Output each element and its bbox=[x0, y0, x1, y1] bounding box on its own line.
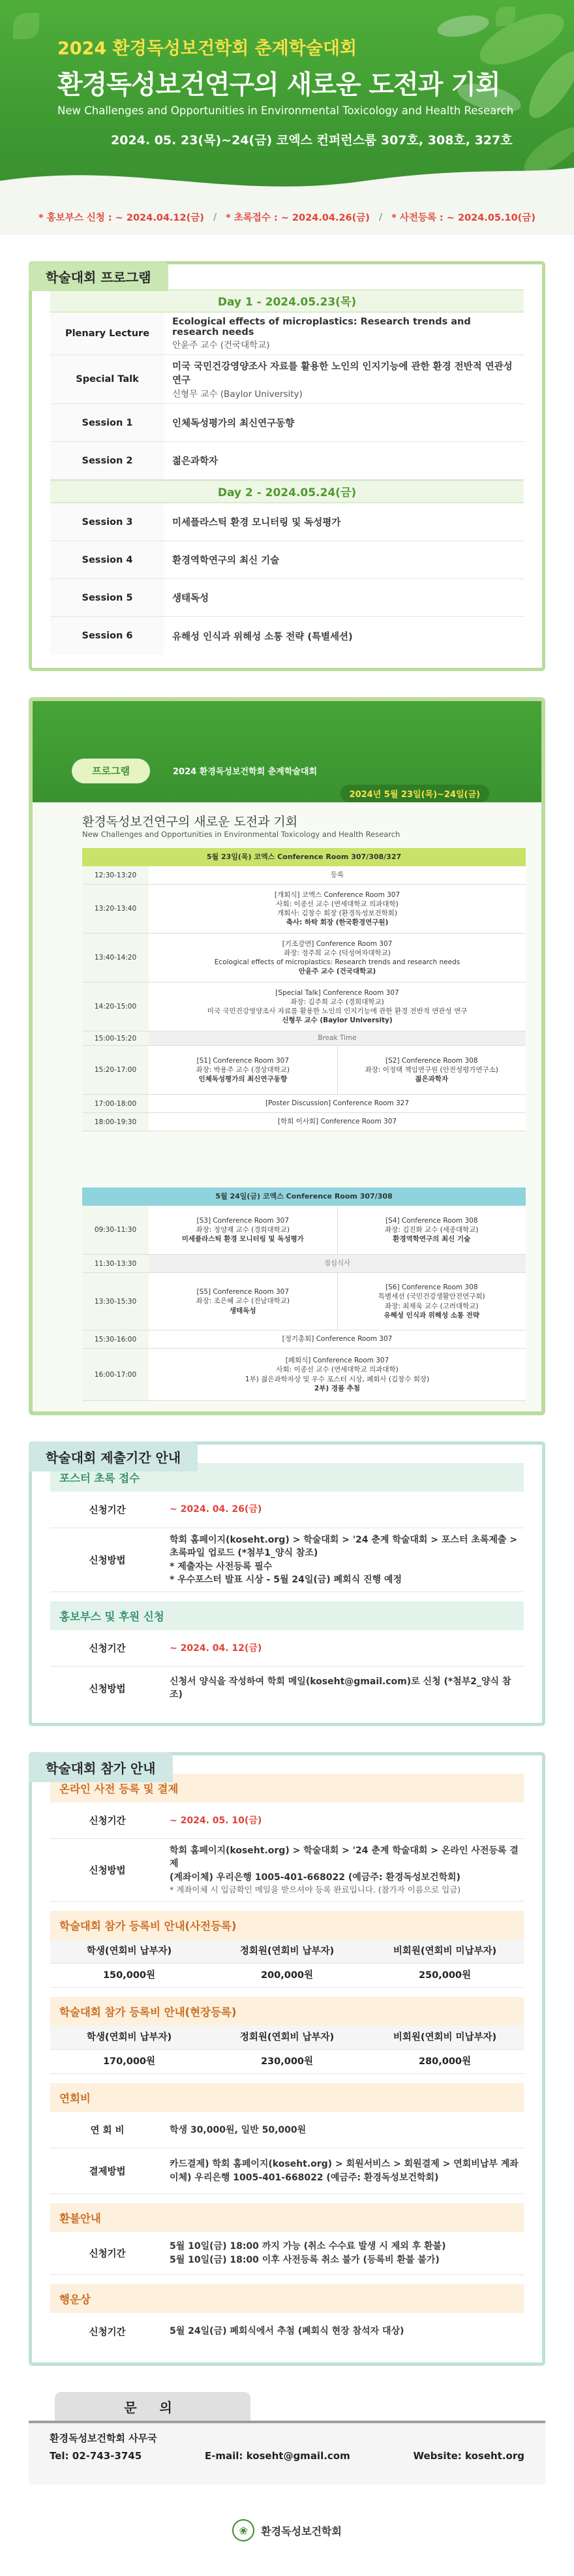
deadline-booth: * 홍보부스 신청 : ~ 2024.04.12(금) bbox=[38, 213, 204, 223]
schedule-row bbox=[82, 1206, 526, 1255]
schedule-line: 개회사: 김창수 회장 (환경독성보건학회) bbox=[277, 909, 398, 917]
schedule-line: 미세플라스틱 환경 모니터링 및 독성평가 bbox=[181, 1235, 304, 1244]
row-key: Session 4 bbox=[50, 541, 164, 578]
schedule-title-en: New Challenges and Opportunities in Environmental Toxicology and Health Research bbox=[82, 830, 400, 839]
fee-col: 정회원(연회비 납부자) bbox=[208, 1940, 366, 1963]
schedule-line: 안윤주 교수 (건국대학교) bbox=[298, 967, 376, 976]
row-value bbox=[164, 355, 524, 403]
program-section bbox=[29, 261, 545, 671]
row-key: 신청기간 bbox=[89, 1505, 126, 1516]
schedule-row bbox=[82, 1046, 526, 1095]
schedule-time: 18:00-19:30 bbox=[82, 1113, 149, 1131]
row-key: Session 6 bbox=[50, 617, 164, 655]
program-tab: 학술대회 프로그램 bbox=[29, 261, 168, 291]
schedule-line: 좌장: 김주희 교수 (경희대학교) bbox=[290, 997, 384, 1006]
schedule-line: 점심식사 bbox=[324, 1259, 351, 1268]
row-value bbox=[164, 1839, 524, 1901]
speaker: 신형무 교수 (Baylor University) bbox=[172, 389, 303, 400]
registration-deadline: ~ 2024. 05. 10(금) bbox=[170, 1815, 262, 1826]
booth-deadline: ~ 2024. 04. 12(금) bbox=[170, 1642, 262, 1654]
contact-org: 환경독성보건학회 사무국 bbox=[50, 2432, 157, 2445]
session-cell bbox=[149, 1046, 337, 1094]
contact-tab: 문 의 bbox=[55, 2392, 250, 2421]
schedule-line: 환경역학연구의 최신 기술 bbox=[393, 1235, 471, 1244]
row-value: 카드결제) 학회 홈페이지(koseht.org) > 회원서비스 > 회원결제 > 연회비납부 계좌이체) 우리은행 1005-401-668022 (예금주: 환경독성보건학회) bbox=[170, 2159, 519, 2183]
submission-section bbox=[29, 1441, 545, 1726]
program-row bbox=[50, 313, 524, 355]
poster-heading: 포스터 초록 접수 bbox=[50, 1463, 524, 1492]
schedule-line: 유해성 인식과 위해성 소통 전략 bbox=[384, 1311, 479, 1319]
talk-title: Ecological effects of microplastics: Research trends and research needs bbox=[172, 317, 471, 338]
annual-fee-heading: 연회비 bbox=[50, 2083, 524, 2112]
fee-col: 학생(연회비 납부자) bbox=[50, 1940, 208, 1963]
schedule-time: 15:20-17:00 bbox=[82, 1046, 149, 1094]
info-row bbox=[50, 1528, 524, 1592]
row-value: 젊은과학자 bbox=[172, 456, 219, 467]
schedule-time: 13:40-14:20 bbox=[82, 934, 149, 982]
poster-method: 학회 홈페이지(koseht.org) > 학술대회 > '24 춘계 학술대회 > 포스터 초록제출 > 초록파일 업로드 (*첨부1_양식 참조) bbox=[170, 1535, 518, 1559]
schedule-time: 15:00-15:20 bbox=[82, 1031, 149, 1045]
parallel-sessions bbox=[149, 1273, 526, 1330]
schedule-row bbox=[82, 866, 526, 885]
submission-box bbox=[29, 1441, 545, 1726]
contact-section bbox=[29, 2392, 545, 2485]
participation-section bbox=[29, 1752, 545, 2366]
leaf-icon bbox=[13, 13, 39, 39]
schedule-line: [Poster Discussion] Conference Room 327 bbox=[265, 1099, 410, 1108]
schedule-date: 2024년 5월 23일(목)~24일(금) bbox=[340, 785, 489, 802]
schedule-line: 좌장: 박용주 교수 (경상대학교) bbox=[196, 1065, 290, 1074]
header-wave bbox=[0, 155, 574, 199]
event-title: 환경독성보건연구의 새로운 도전과 기회 bbox=[57, 70, 500, 100]
schedule-content bbox=[149, 1330, 526, 1348]
fee-col: 비회원(연회비 미납부자) bbox=[366, 1940, 524, 1963]
info-row bbox=[50, 2112, 524, 2148]
schedule-line: 좌장: 정주희 교수 (덕성여자대학교) bbox=[284, 949, 391, 957]
session-cell bbox=[337, 1273, 526, 1330]
program-row bbox=[50, 617, 524, 655]
schedule-time: 15:30-16:00 bbox=[82, 1330, 149, 1348]
registration-method: 학회 홈페이지(koseht.org) > 학술대회 > '24 춘계 학술대회 > 온라인 사전등록 결제 bbox=[170, 1846, 519, 1870]
refund-rule: 5월 10일(금) 18:00 까지 가능 (취소 수수료 발생 시 제외 후 환불) bbox=[170, 2241, 446, 2252]
schedule-line: 1부) 젊은과학자상 및 우수 포스터 시상, 폐회사 (김창수 회장) bbox=[245, 1375, 430, 1383]
fee-col: 비회원(연회비 미납부자) bbox=[366, 2026, 524, 2049]
contact-box bbox=[29, 2421, 545, 2485]
schedule-line: 등록 bbox=[330, 871, 344, 879]
poster-note: * 제출자는 사전등록 필수 bbox=[170, 1561, 273, 1572]
row-key: Plenary Lecture bbox=[50, 313, 164, 354]
info-row bbox=[50, 1492, 524, 1528]
row-value: 생태독성 bbox=[172, 593, 209, 604]
schedule-poster bbox=[29, 697, 545, 1415]
deadline-registration: * 사전등록 : ~ 2024.05.10(금) bbox=[391, 213, 536, 223]
row-key: 신청기간 bbox=[89, 2249, 126, 2260]
schedule-line: [Special Talk] Conference Room 307 bbox=[275, 988, 399, 997]
contact-website[interactable]: Website: koseht.org bbox=[413, 2450, 524, 2462]
schedule-time: 14:20-15:00 bbox=[82, 982, 149, 1031]
schedule-content bbox=[149, 1113, 526, 1131]
program-row bbox=[50, 404, 524, 442]
day1-heading: Day 1 - 2024.05.23(목) bbox=[50, 289, 524, 313]
day1-schedule-head: 5월 23일(목) 코엑스 Conference Room 307/308/327 bbox=[82, 848, 526, 866]
program-pill: 프로그램 bbox=[72, 759, 150, 783]
program-row bbox=[50, 541, 524, 579]
row-value bbox=[164, 1528, 524, 1592]
schedule-row bbox=[82, 1273, 526, 1330]
fee-value: 200,000원 bbox=[260, 1970, 314, 1981]
participation-tab: 학술대회 참가 안내 bbox=[29, 1752, 173, 1782]
booth-heading: 홍보부스 및 후원 신청 bbox=[50, 1601, 524, 1630]
event-name: 2024 환경독성보건학회 춘계학술대회 bbox=[57, 39, 357, 59]
row-key: Special Talk bbox=[50, 355, 164, 403]
schedule-content bbox=[149, 866, 526, 884]
refund-heading: 환불안내 bbox=[50, 2203, 524, 2232]
row-value bbox=[164, 313, 524, 354]
schedule-time: 11:30-13:30 bbox=[82, 1255, 149, 1272]
row-key: 결제방법 bbox=[89, 2167, 126, 2178]
schedule-line: 2부) 경품 추첨 bbox=[314, 1384, 361, 1392]
society-logo-icon: ❀ bbox=[232, 2519, 254, 2541]
schedule-line: Break Time bbox=[318, 1034, 357, 1043]
schedule-line: [개회식] 코엑스 Conference Room 307 bbox=[274, 890, 400, 899]
fee-header-row bbox=[50, 1940, 524, 1964]
schedule-line: [폐회식] Conference Room 307 bbox=[285, 1357, 389, 1365]
schedule-row bbox=[82, 885, 526, 934]
day2-schedule-head: 5월 24일(금) 코엑스 Conference Room 307/308 bbox=[82, 1187, 526, 1206]
schedule-line: 생태독성 bbox=[229, 1306, 256, 1315]
event-title-en: New Challenges and Opportunities in Environmental Toxicology and Health Research bbox=[57, 104, 514, 117]
schedule-line: Ecological effects of microplastics: Research trends and research needs bbox=[214, 958, 461, 966]
schedule-event-name: 2024 환경독성보건학회 춘계학술대회 bbox=[173, 767, 318, 777]
row-value: 유해성 인식과 위해성 소통 전략 (특별세션) bbox=[172, 631, 353, 642]
schedule-content bbox=[149, 885, 526, 933]
fee-row bbox=[50, 1964, 524, 1988]
separator: / bbox=[378, 212, 383, 223]
schedule-row bbox=[82, 1255, 526, 1273]
schedule-content bbox=[149, 982, 526, 1031]
info-row bbox=[50, 1630, 524, 1667]
schedule-time: 13:30-15:30 bbox=[82, 1273, 149, 1330]
row-value bbox=[164, 1630, 524, 1666]
info-row bbox=[50, 2148, 524, 2194]
schedule-line: [S3] Conference Room 307 bbox=[196, 1216, 289, 1225]
schedule-row bbox=[82, 1113, 526, 1131]
schedule-time: 17:00-18:00 bbox=[82, 1095, 149, 1112]
fee-value: 170,000원 bbox=[102, 2056, 156, 2067]
day1-rows bbox=[82, 866, 526, 1131]
schedule-line: 인체독성평가의 최신연구동향 bbox=[198, 1075, 287, 1084]
schedule-line: [S5] Conference Room 307 bbox=[196, 1288, 289, 1296]
schedule-line: [기조강연] Conference Room 307 bbox=[282, 939, 393, 948]
schedule-line: 좌장: 정양재 교수 (경희대학교) bbox=[196, 1225, 290, 1234]
schedule-line: 사회: 이종선 교수 (연세대학교 의과대학) bbox=[276, 900, 399, 908]
schedule-line: [학회 이사회] Conference Room 307 bbox=[277, 1118, 397, 1126]
row-key: 신청방법 bbox=[89, 1556, 126, 1567]
row-key: 연 회 비 bbox=[90, 2126, 125, 2137]
fee-col: 정회원(연회비 납부자) bbox=[208, 2026, 366, 2049]
row-value bbox=[164, 2232, 524, 2274]
schedule-row bbox=[82, 1349, 526, 1401]
schedule-content bbox=[149, 1349, 526, 1400]
fee-col: 학생(연회비 납부자) bbox=[50, 2026, 208, 2049]
schedule-time: 12:30-13:20 bbox=[82, 866, 149, 884]
row-key: Session 1 bbox=[50, 404, 164, 441]
program-row bbox=[50, 442, 524, 480]
row-value: 5월 24일(금) 폐회식에서 추첨 (폐회식 현장 참석자 대상) bbox=[170, 2326, 404, 2337]
poster-deadline: ~ 2024. 04. 26(금) bbox=[170, 1504, 262, 1515]
bank-account: (계좌이체) 우리은행 1005-401-668022 (예금주: 환경독성보건학회) bbox=[170, 1872, 461, 1883]
event-date-venue: 2024. 05. 23(목)~24(금) 코엑스 컨퍼런스룸 307호, 308호, 327호 bbox=[111, 133, 513, 148]
info-row bbox=[50, 1667, 524, 1710]
day2-heading: Day 2 - 2024.05.24(금) bbox=[50, 480, 524, 503]
schedule-line: [S1] Conference Room 307 bbox=[196, 1056, 289, 1065]
schedule-line: [S2] Conference Room 308 bbox=[385, 1056, 478, 1065]
session-cell bbox=[337, 1206, 526, 1254]
session-cell bbox=[337, 1046, 526, 1094]
separator: / bbox=[213, 212, 217, 223]
schedule-line: 좌장: 최재욱 교수 (고려대학교) bbox=[385, 1302, 479, 1310]
row-value: 학생 30,000원, 일반 50,000원 bbox=[170, 2124, 307, 2135]
contact-line bbox=[50, 2450, 524, 2462]
row-value: 인체독성평가의 최신연구동향 bbox=[172, 418, 295, 429]
schedule-line: 특별세션 (국민건강생활안전연구회) bbox=[378, 1293, 485, 1301]
schedule-title: 환경독성보건연구의 새로운 도전과 기회 bbox=[82, 815, 298, 829]
session-cell bbox=[149, 1206, 337, 1254]
row-key: 신청기간 bbox=[89, 1816, 126, 1827]
fee-row bbox=[50, 2050, 524, 2074]
parallel-sessions bbox=[149, 1046, 526, 1094]
schedule-row bbox=[82, 934, 526, 982]
schedule-line: [S4] Conference Room 308 bbox=[385, 1216, 478, 1225]
schedule-content bbox=[149, 1255, 526, 1272]
schedule-row bbox=[82, 1031, 526, 1046]
leaf-icon bbox=[496, 7, 515, 26]
speaker: 안윤주 교수 (건국대학교) bbox=[172, 340, 270, 351]
day2-schedule bbox=[82, 1187, 526, 1401]
info-row bbox=[50, 1802, 524, 1839]
day1-schedule bbox=[82, 848, 526, 1131]
schedule-time: 16:00-17:00 bbox=[82, 1349, 149, 1400]
row-key: Session 5 bbox=[50, 579, 164, 616]
refund-rule: 5월 10일(금) 18:00 이후 사전등록 취소 불가 (등록비 환불 불가) bbox=[170, 2254, 440, 2265]
row-key: Session 3 bbox=[50, 503, 164, 541]
fee-value: 280,000원 bbox=[418, 2056, 472, 2067]
deadline-abstract: * 초록접수 : ~ 2024.04.26(금) bbox=[226, 213, 370, 223]
program-box bbox=[29, 261, 545, 671]
fee-pre-heading: 학술대회 참가 등록비 안내(사전등록) bbox=[50, 1911, 524, 1940]
row-value: 환경역학연구의 최신 기술 bbox=[172, 556, 280, 566]
registration-heading: 온라인 사전 등록 및 결제 bbox=[50, 1774, 524, 1802]
society-name: 환경독성보건학회 bbox=[261, 2524, 342, 2537]
fee-value: 250,000원 bbox=[418, 1970, 472, 1981]
schedule-line: [S6] Conference Room 308 bbox=[385, 1283, 478, 1292]
schedule-line: 좌장: 이정택 책임연구원 (안전성평가연구소) bbox=[365, 1065, 498, 1074]
program-row bbox=[50, 579, 524, 617]
session-cell bbox=[149, 1273, 337, 1330]
schedule-row bbox=[82, 982, 526, 1031]
schedule-content bbox=[149, 1031, 526, 1045]
schedule-line: 신형무 교수 (Baylor University) bbox=[282, 1016, 393, 1025]
program-row bbox=[50, 355, 524, 404]
fee-onsite-heading: 학술대회 참가 등록비 안내(현장등록) bbox=[50, 1997, 524, 2026]
parallel-sessions bbox=[149, 1206, 526, 1254]
submission-tab: 학술대회 제출기간 안내 bbox=[29, 1441, 198, 1471]
row-key: 신청기간 bbox=[89, 2327, 126, 2338]
schedule-time: 13:20-13:40 bbox=[82, 885, 149, 933]
talk-title: 미국 국민건강영양조사 자료를 활용한 노인의 인지기능에 관한 환경 전반적 연관성 연구 bbox=[172, 362, 513, 386]
schedule-line: 좌장: 김진화 교수 (세종대학교) bbox=[385, 1225, 479, 1234]
row-key: 신청방법 bbox=[89, 1866, 126, 1877]
registration-note: * 계좌이체 시 입금확인 메일을 받으셔야 등록 완료입니다. (참가자 이름으로 입금) bbox=[170, 1885, 461, 1895]
row-key: 신청기간 bbox=[89, 1644, 126, 1655]
lucky-draw-heading: 행운상 bbox=[50, 2284, 524, 2313]
row-value bbox=[164, 1492, 524, 1528]
footer bbox=[0, 2485, 574, 2576]
participation-box bbox=[29, 1752, 545, 2366]
schedule-line: [정기총회] Conference Room 307 bbox=[282, 1335, 393, 1343]
row-key: 신청방법 bbox=[89, 1684, 126, 1695]
schedule-line: 미국 국민건강영양조사 자료를 활용한 노인의 인지기능에 관한 환경 전반적 연관성 연구 bbox=[207, 1007, 468, 1015]
info-row bbox=[50, 2313, 524, 2349]
day2-rows bbox=[82, 1206, 526, 1401]
schedule-time: 09:30-11:30 bbox=[82, 1206, 149, 1254]
schedule-row bbox=[82, 1330, 526, 1349]
schedule-content bbox=[149, 934, 526, 982]
schedule-content bbox=[149, 1095, 526, 1112]
schedule-row bbox=[82, 1095, 526, 1113]
program-row bbox=[50, 503, 524, 541]
fee-header-row bbox=[50, 2026, 524, 2050]
schedule-banner bbox=[33, 701, 541, 802]
info-row bbox=[50, 2232, 524, 2275]
row-value: 신청서 양식을 작성하여 학회 메일(koseht@gmail.com)로 신청 (*첨부2_양식 참조) bbox=[170, 1676, 511, 1701]
row-value: 미세플라스틱 환경 모니터링 및 독성평가 bbox=[172, 518, 341, 528]
schedule-line: 사회: 이종선 교수 (연세대학교 의과대학) bbox=[276, 1366, 399, 1374]
schedule-line: 좌장: 조은혜 교수 (전남대학교) bbox=[196, 1297, 290, 1306]
event-header bbox=[0, 0, 574, 199]
info-row bbox=[50, 1839, 524, 1902]
deadline-bar bbox=[0, 199, 574, 235]
row-key: Session 2 bbox=[50, 442, 164, 479]
schedule-line: 축사: 하탁 회장 (한국환경연구원) bbox=[286, 919, 389, 927]
row-value bbox=[164, 1802, 524, 1838]
contact-tel[interactable]: Tel: 02-743-3745 bbox=[50, 2450, 142, 2462]
fee-value: 150,000원 bbox=[102, 1970, 156, 1981]
poster-note: * 우수포스터 발표 시상 - 5월 24일(금) 폐회식 진행 예정 bbox=[170, 1574, 402, 1585]
fee-value: 230,000원 bbox=[260, 2056, 314, 2067]
contact-email[interactable]: E-mail: koseht@gmail.com bbox=[204, 2450, 350, 2462]
schedule-line: 젊은과학자 bbox=[415, 1075, 449, 1084]
